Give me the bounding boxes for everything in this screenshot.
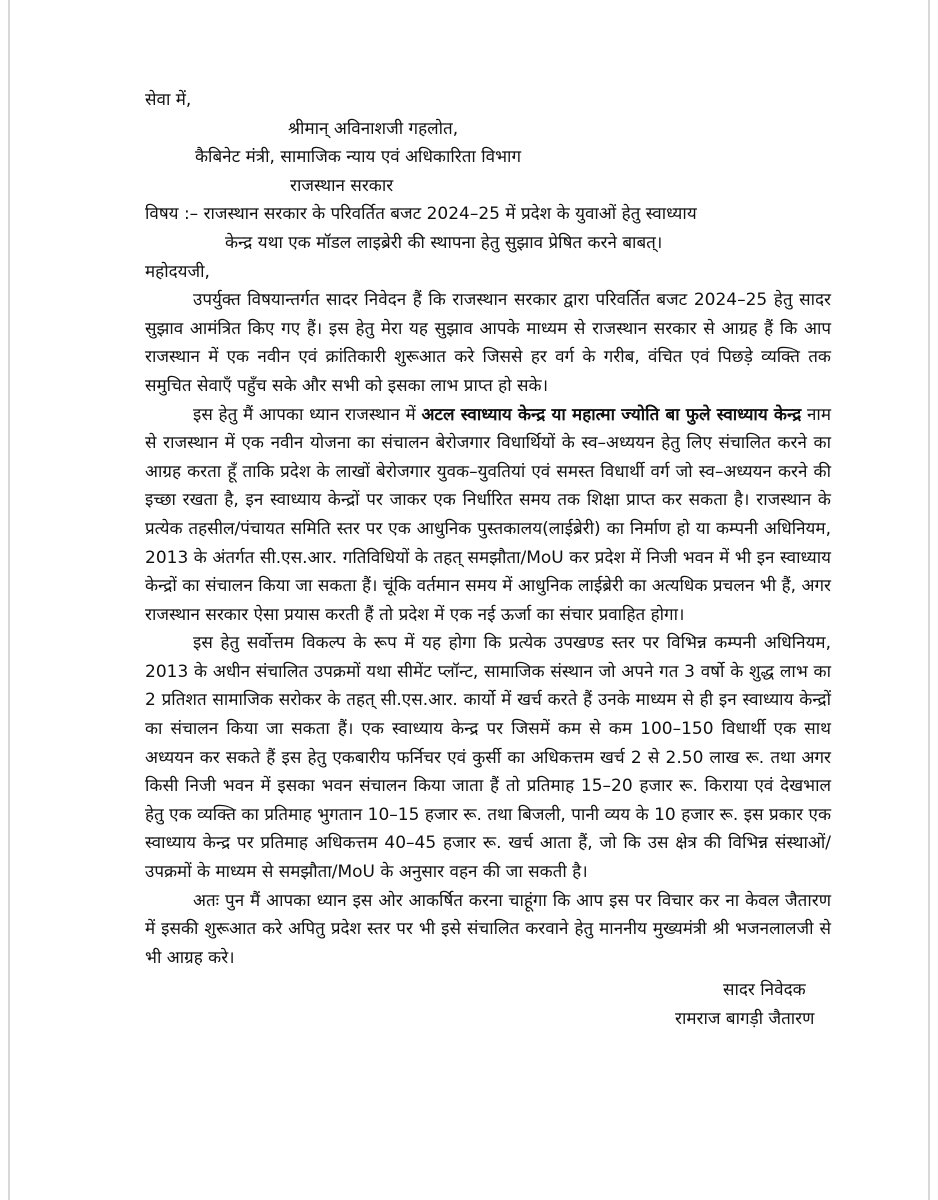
paragraph-2-body: नाम से राजस्थान में एक नवीन योजना का संचालन बेरोजगार विधार्थियों के स्व–अध्ययन हेतु लिए संचालित करने का आग्रह करता हूँ ताकि प्रदेश के लाखों बेरोजगार युवक–युवतियां एवं समस्त विधार्थी वर्ग जो स्व–अध्ययन करने की इच्छा रखता है, इन स्वाध्याय केन्द्रों पर जाकर एक निर्धारित समय तक शिक्षा प्राप्त कर सकता है। राजस्थान के प्रत्येक तहसील/पंचायत समिति स्तर पर एक आधुनिक पुस्तकालय(लाईब्रेरी) का निर्माण हो या कम्पनी अधिनियम, 2013 के अंतर्गत सी.एस.आर. गतिविधियों के तहत् समझौता/MoU कर प्रदेश में निजी भवन में भी इन स्वाध्याय केन्द्रों का संचालन किया जा सकता हैं। चूंकि वर्तमान समय में आधुनिक लाईब्रेरी का अत्यधिक प्रचलन भी हैं, अगर राजस्थान सरकार ऐसा प्रयास करती हैं तो प्रदेश में एक नई ऊर्जा का संचार प्रवाहित होगा। [145,404,831,625]
subject-line-2: केन्द्र यथा एक मॉडल लाइब्रेरी की स्थापना हेतु सुझाव प्रेषित करने बाबत्। [225,232,663,253]
subject [145,200,831,257]
paragraph-4: अतः पुन मैं आपका ध्यान इस ओर आकर्षित करना चाहूंगा कि आप इस पर विचार कर ना केवल जैतारण में इसकी शुरूआत करे अपितु प्रदेश स्तर पर भी इसे संचालित करवाने हेतु माननीय मुख्यमंत्री श्री भजनलालजी से भी आग्रह करे। [145,890,831,968]
address-line-3: राजस्थान सरकार [290,175,394,196]
paragraph-2-intro: इस हेतु मैं आपका ध्यान राजस्थान में [193,404,422,425]
paragraph-2-scheme-name: अटल स्वाध्याय केन्द्र या महात्मा ज्योति बा फुले स्वाध्याय केन्द्र [421,404,802,425]
address-line-1: श्रीमान् अविनाशजी गहलोत, [288,118,459,139]
address-line-2: कैबिनेट मंत्री, सामाजिक न्याय एवं अधिकारिता विभाग [195,147,522,168]
signoff-signatory: रामराज बागड़ी जैतारण [675,1009,815,1029]
letter-body [145,86,831,1034]
paragraph-1: उपर्युक्त विषयान्तर्गत सादर निवेदन हैं कि राजस्थान सरकार द्वारा परिवर्तित बजट 2024–25 हेतु सादर सुझाव आमंत्रित किए गए हैं। इस हेतु मेरा यह सुझाव आपके माध्यम से राजस्थान सरकार से आग्रह हैं कि आप राजस्थान में एक नवीन एवं क्रांतिकारी शुरूआत करे जिससे हर वर्ग के गरीब, वंचित एवं पिछड़े व्यक्ति तक समुचित सेवाऍं पहुँच सके और सभी को इसका लाभ प्राप्त हो सके। [145,290,831,396]
signoff-line-1: सादर निवेदक [723,980,806,1001]
paragraph-3: इस हेतु सर्वोत्तम विकल्प के रूप में यह होगा कि प्रत्येक उपखण्ड स्तर पर विभिन्न कम्पनी अधिनियम, 2013 के अधीन संचालित उपक्रमों यथा सीमेंट प्लॉन्ट, सामाजिक संस्थान जो अपने गत 3 वर्षो के शुद्ध लाभ का 2 प्रतिशत सामाजिक सरोकर के तहत् सी.एस.आर. कार्यो में खर्च करते हैं उनके माध्यम से ही इन स्वाध्याय केन्द्रों का संचालन किया जा सकता हैं। एक स्वाध्याय केन्द्र पर जिसमें कम से कम 100–150 विधार्थी एक साथ अध्ययन कर सकते हैं इस हेतु एकबारीय फर्निचर एवं कुर्सी का अधिकत्तम खर्च 2 से 2.50 लाख रू. तथा अगर किसी निजी भवन में इसका भवन संचालन किया जाता हैं तो प्रतिमाह 15–20 हजार रू. किराया एवं देखभाल हेतु एक व्यक्ति का प्रतिमाह भुगतान 10–15 हजार रू. तथा बिजली, पानी व्यय के 10 हजार रू. इस प्रकार एक स्वाध्याय केन्द्र पर प्रतिमाह अधिकत्तम 40–45 हजार रू. खर्च आता हैं, जो कि उस क्षेत्र की विभिन्न संस्थाओं/उपक्रमों के माध्यम से समझौता/MoU के अनुसार वहन की जा सकती है। [145,633,831,883]
paragraph-2 [145,401,831,630]
greeting: महोदयजी, [145,261,210,282]
letter-to: सेवा में, [145,90,192,110]
subject-line-1: विषय :– राजस्थान सरकार के परिवर्तित बजट 2024–25 में प्रदेश के युवाओं हेतु स्वाध्याय [145,204,697,225]
signoff [145,976,831,1033]
